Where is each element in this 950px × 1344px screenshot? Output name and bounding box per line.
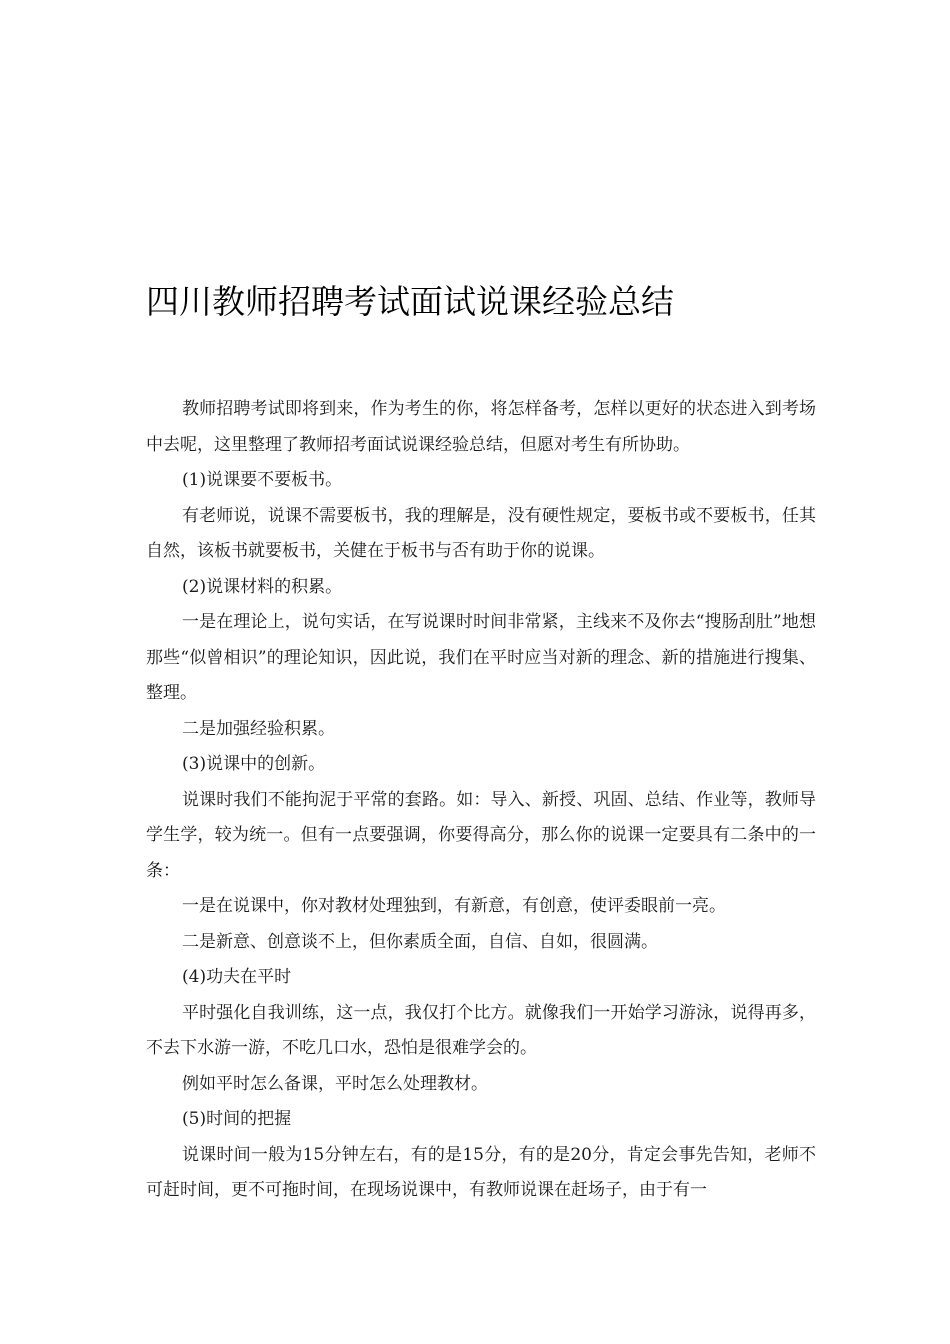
paragraph-body: 一是在理论上，说句实话，在写说课时时间非常紧，主线来不及你去“搜肠刮肚”地想那些“似曾相识”的理论知识，因此说，我们在平时应当对新的理念、新的措施进行搜集、整理。 xyxy=(146,612,816,703)
paragraph-body: 有老师说，说课不需要板书，我的理解是，没有硬性规定，要板书或不要板书，任其自然，该板书就要板书，关健在于板书与否有助于你的说课。 xyxy=(146,505,816,561)
document-title: 四川教师招聘考试面试说课经验总结 xyxy=(146,282,674,321)
paragraph-body: 说课时我们不能拘泥于平常的套路。如：导入、新授、巩固、总结、作业等，教师导学生学，较为统一。但有一点要强调，你要得高分，那么你的说课一定要具有二条中的一条： xyxy=(146,789,816,881)
paragraph-body: 二是新意、创意谈不上，但你素质全面，自信、自如，很圆满。 xyxy=(182,931,658,952)
paragraph-body: 平时强化自我训练，这一点，我仅打个比方。就像我们一开始学习游泳，说得再多，不去下水游一游，不吃几口水，恐怕是很难学会的。 xyxy=(146,1002,816,1058)
paragraph-body: 例如平时怎么备课，平时怎么处理教材。 xyxy=(182,1073,488,1094)
document-body xyxy=(146,392,816,1209)
paragraph-body: 说课时间一般为15分钟左右，有的是15分，有的是20分，肯定会事先告知，老师不可赶时间，更不可拖时间，在现场说课中，有教师说课在赶场子，由于有一 xyxy=(146,1144,816,1200)
paragraph-heading-5: (5)时间的把握 xyxy=(182,1109,292,1129)
paragraph-heading-3: (3)说课中的创新。 xyxy=(182,754,326,774)
paragraph-heading-1: (1)说课要不要板书。 xyxy=(182,470,343,490)
paragraph-heading-4: (4)功夫在平时 xyxy=(182,967,292,987)
paragraph-body: 二是加强经验积累。 xyxy=(182,718,335,739)
paragraph-body: 一是在说课中，你对教材处理独到，有新意，有创意，使评委眼前一亮。 xyxy=(182,896,726,916)
paragraph-intro: 教师招聘考试即将到来，作为考生的你，将怎样备考，怎样以更好的状态进入到考场中去呢，这里整理了教师招考面试说课经验总结，但愿对考生有所协助。 xyxy=(146,399,816,455)
paragraph-heading-2: (2)说课材料的积累。 xyxy=(182,576,343,597)
